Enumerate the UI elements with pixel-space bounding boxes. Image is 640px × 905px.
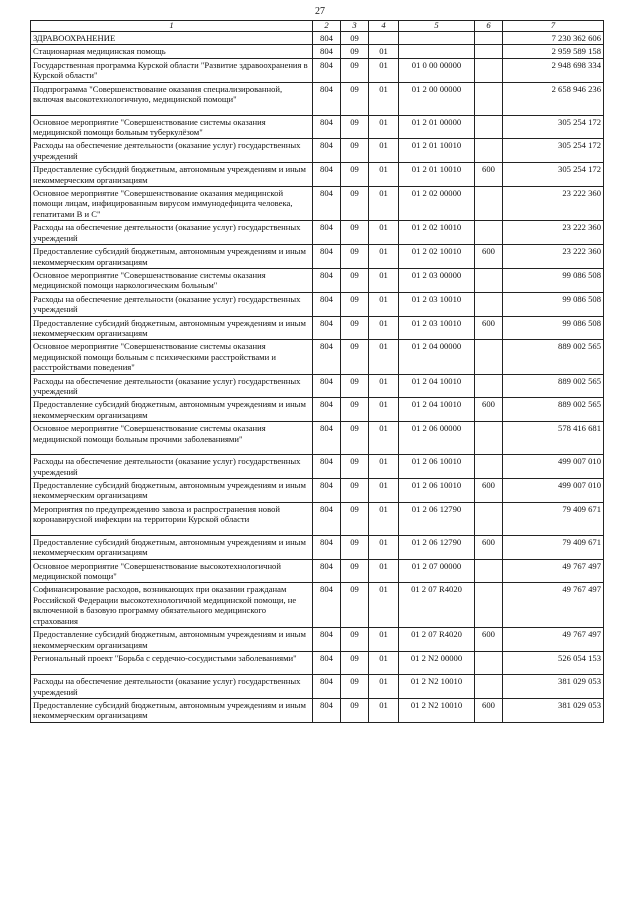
amount-cell: 2 948 698 334 xyxy=(503,58,604,82)
subsection-code-cell xyxy=(369,32,399,45)
subsection-code-cell: 01 xyxy=(369,187,399,221)
row-name-cell: Мероприятия по предупреждению завоза и распространения новой коронавирусной инфекции на территории Курской области xyxy=(31,502,313,535)
ministry-code-cell: 804 xyxy=(313,455,341,479)
expense-type-code-cell xyxy=(475,583,503,628)
ministry-code-cell: 804 xyxy=(313,82,341,115)
amount-cell: 381 029 053 xyxy=(503,675,604,699)
target-article-code-cell: 01 2 01 10010 xyxy=(399,139,475,163)
row-name-cell: Основное мероприятие "Совершенствование системы оказания медицинской помощи больным прочими заболеваниями" xyxy=(31,422,313,455)
amount-cell: 99 086 508 xyxy=(503,292,604,316)
amount-cell: 305 254 172 xyxy=(503,163,604,187)
table-row xyxy=(31,163,604,187)
expense-type-code-cell xyxy=(475,292,503,316)
target-article-code-cell xyxy=(399,32,475,45)
amount-cell: 99 086 508 xyxy=(503,316,604,340)
target-article-code-cell: 01 2 N2 00000 xyxy=(399,652,475,675)
section-code-cell: 09 xyxy=(341,139,369,163)
section-code-cell: 09 xyxy=(341,422,369,455)
target-article-code-cell: 01 2 06 10010 xyxy=(399,479,475,503)
ministry-code-cell: 804 xyxy=(313,45,341,58)
ministry-code-cell: 804 xyxy=(313,268,341,292)
section-code-cell: 09 xyxy=(341,502,369,535)
target-article-code-cell: 01 2 03 00000 xyxy=(399,268,475,292)
target-article-code-cell: 01 2 07 R4020 xyxy=(399,583,475,628)
expense-type-code-cell: 600 xyxy=(475,398,503,422)
target-article-code-cell: 01 2 06 12790 xyxy=(399,502,475,535)
section-code-cell: 09 xyxy=(341,652,369,675)
expense-type-code-cell: 600 xyxy=(475,535,503,559)
column-numbers-row xyxy=(31,21,604,32)
table-row xyxy=(31,245,604,269)
expense-type-code-cell: 600 xyxy=(475,628,503,652)
target-article-code-cell: 01 2 02 00000 xyxy=(399,187,475,221)
ministry-code-cell: 804 xyxy=(313,652,341,675)
column-header: 1 xyxy=(31,21,313,32)
subsection-code-cell: 01 xyxy=(369,82,399,115)
target-article-code-cell: 01 2 04 10010 xyxy=(399,398,475,422)
amount-cell: 381 029 053 xyxy=(503,699,604,723)
subsection-code-cell: 01 xyxy=(369,316,399,340)
row-name-cell: Предоставление субсидий бюджетным, автономным учреждениям и иным некоммерческим организациям xyxy=(31,479,313,503)
ministry-code-cell: 804 xyxy=(313,139,341,163)
ministry-code-cell: 804 xyxy=(313,628,341,652)
section-code-cell: 09 xyxy=(341,398,369,422)
target-article-code-cell: 01 2 04 00000 xyxy=(399,340,475,374)
row-name-cell: Стационарная медицинская помощь xyxy=(31,45,313,58)
subsection-code-cell: 01 xyxy=(369,398,399,422)
row-name-cell: Государственная программа Курской области "Развитие здравоохранения в Курской области" xyxy=(31,58,313,82)
subsection-code-cell: 01 xyxy=(369,163,399,187)
subsection-code-cell: 01 xyxy=(369,479,399,503)
row-name-cell: Расходы на обеспечение деятельности (оказание услуг) государственных учреждений xyxy=(31,374,313,398)
row-name-cell: Расходы на обеспечение деятельности (оказание услуг) государственных учреждений xyxy=(31,292,313,316)
expense-type-code-cell xyxy=(475,221,503,245)
table-row xyxy=(31,502,604,535)
table-body xyxy=(31,32,604,723)
row-name-cell: Расходы на обеспечение деятельности (оказание услуг) государственных учреждений xyxy=(31,139,313,163)
section-code-cell: 09 xyxy=(341,187,369,221)
subsection-code-cell: 01 xyxy=(369,455,399,479)
ministry-code-cell: 804 xyxy=(313,675,341,699)
section-code-cell: 09 xyxy=(341,163,369,187)
target-article-code-cell: 01 2 03 10010 xyxy=(399,316,475,340)
subsection-code-cell: 01 xyxy=(369,374,399,398)
row-name-cell: Основное мероприятие "Совершенствование системы оказания медицинской помощи больным с психическими расстройствами и расстройствами поведения" xyxy=(31,340,313,374)
table-header xyxy=(31,21,604,32)
page-number: 27 xyxy=(315,6,325,17)
amount-cell: 7 230 362 606 xyxy=(503,32,604,45)
subsection-code-cell: 01 xyxy=(369,583,399,628)
row-name-cell: ЗДРАВООХРАНЕНИЕ xyxy=(31,32,313,45)
target-article-code-cell: 01 2 02 10010 xyxy=(399,221,475,245)
table-row xyxy=(31,139,604,163)
subsection-code-cell: 01 xyxy=(369,58,399,82)
section-code-cell: 09 xyxy=(341,628,369,652)
row-name-cell: Основное мероприятие "Совершенствование системы оказания медицинской помощи больным туберкулёзом" xyxy=(31,115,313,139)
table-row xyxy=(31,292,604,316)
expense-type-code-cell xyxy=(475,559,503,583)
subsection-code-cell: 01 xyxy=(369,139,399,163)
ministry-code-cell: 804 xyxy=(313,422,341,455)
section-code-cell: 09 xyxy=(341,699,369,723)
amount-cell: 2 959 589 158 xyxy=(503,45,604,58)
table-row xyxy=(31,455,604,479)
expense-type-code-cell xyxy=(475,652,503,675)
column-header: 5 xyxy=(399,21,475,32)
ministry-code-cell: 804 xyxy=(313,374,341,398)
section-code-cell: 09 xyxy=(341,374,369,398)
expense-type-code-cell xyxy=(475,187,503,221)
ministry-code-cell: 804 xyxy=(313,699,341,723)
ministry-code-cell: 804 xyxy=(313,221,341,245)
ministry-code-cell: 804 xyxy=(313,163,341,187)
amount-cell: 499 007 010 xyxy=(503,479,604,503)
target-article-code-cell: 01 2 01 10010 xyxy=(399,163,475,187)
table-row xyxy=(31,187,604,221)
target-article-code-cell: 01 2 07 00000 xyxy=(399,559,475,583)
expense-type-code-cell xyxy=(475,82,503,115)
amount-cell: 79 409 671 xyxy=(503,535,604,559)
column-header: 4 xyxy=(369,21,399,32)
table-row xyxy=(31,82,604,115)
section-code-cell: 09 xyxy=(341,115,369,139)
amount-cell: 889 002 565 xyxy=(503,398,604,422)
target-article-code-cell: 01 2 01 00000 xyxy=(399,115,475,139)
amount-cell: 578 416 681 xyxy=(503,422,604,455)
ministry-code-cell: 804 xyxy=(313,502,341,535)
target-article-code-cell: 01 2 07 R4020 xyxy=(399,628,475,652)
amount-cell: 49 767 497 xyxy=(503,628,604,652)
amount-cell: 49 767 497 xyxy=(503,583,604,628)
column-header: 2 xyxy=(313,21,341,32)
target-article-code-cell: 01 2 03 10010 xyxy=(399,292,475,316)
table-row xyxy=(31,559,604,583)
subsection-code-cell: 01 xyxy=(369,699,399,723)
row-name-cell: Основное мероприятие "Совершенствование оказания медицинской помощи лицам, инфицированным вирусом иммунодефицита человека, гепатитами В и С" xyxy=(31,187,313,221)
expense-type-code-cell: 600 xyxy=(475,699,503,723)
table-row xyxy=(31,535,604,559)
row-name-cell: Основное мероприятие "Совершенствование высокотехнологичной медицинской помощи" xyxy=(31,559,313,583)
subsection-code-cell: 01 xyxy=(369,221,399,245)
expense-type-code-cell xyxy=(475,139,503,163)
amount-cell: 499 007 010 xyxy=(503,455,604,479)
row-name-cell: Предоставление субсидий бюджетным, автономным учреждениям и иным некоммерческим организациям xyxy=(31,535,313,559)
section-code-cell: 09 xyxy=(341,479,369,503)
subsection-code-cell: 01 xyxy=(369,268,399,292)
section-code-cell: 09 xyxy=(341,82,369,115)
amount-cell: 526 054 153 xyxy=(503,652,604,675)
expense-type-code-cell xyxy=(475,115,503,139)
expense-type-code-cell xyxy=(475,422,503,455)
subsection-code-cell: 01 xyxy=(369,502,399,535)
target-article-code-cell: 01 2 02 10010 xyxy=(399,245,475,269)
expense-type-code-cell xyxy=(475,455,503,479)
row-name-cell: Региональный проект "Борьба с сердечно-сосудистыми заболеваниями" xyxy=(31,652,313,675)
row-name-cell: Предоставление субсидий бюджетным, автономным учреждениям и иным некоммерческим организациям xyxy=(31,245,313,269)
section-code-cell: 09 xyxy=(341,45,369,58)
target-article-code-cell xyxy=(399,45,475,58)
table-row xyxy=(31,422,604,455)
section-code-cell: 09 xyxy=(341,675,369,699)
expense-type-code-cell xyxy=(475,675,503,699)
target-article-code-cell: 01 0 00 00000 xyxy=(399,58,475,82)
expense-type-code-cell: 600 xyxy=(475,163,503,187)
ministry-code-cell: 804 xyxy=(313,583,341,628)
row-name-cell: Предоставление субсидий бюджетным, автономным учреждениям и иным некоммерческим организациям xyxy=(31,628,313,652)
amount-cell: 99 086 508 xyxy=(503,268,604,292)
expense-type-code-cell xyxy=(475,340,503,374)
subsection-code-cell: 01 xyxy=(369,675,399,699)
expense-type-code-cell xyxy=(475,32,503,45)
table-row xyxy=(31,479,604,503)
ministry-code-cell: 804 xyxy=(313,58,341,82)
amount-cell: 23 222 360 xyxy=(503,221,604,245)
table-row xyxy=(31,583,604,628)
section-code-cell: 09 xyxy=(341,221,369,245)
section-code-cell: 09 xyxy=(341,32,369,45)
row-name-cell: Предоставление субсидий бюджетным, автономным учреждениям и иным некоммерческим организациям xyxy=(31,316,313,340)
target-article-code-cell: 01 2 N2 10010 xyxy=(399,675,475,699)
target-article-code-cell: 01 2 06 00000 xyxy=(399,422,475,455)
row-name-cell: Основное мероприятие "Совершенствование системы оказания медицинской помощи наркологическим больным" xyxy=(31,268,313,292)
amount-cell: 23 222 360 xyxy=(503,187,604,221)
subsection-code-cell: 01 xyxy=(369,115,399,139)
expense-type-code-cell xyxy=(475,502,503,535)
ministry-code-cell: 804 xyxy=(313,559,341,583)
subsection-code-cell: 01 xyxy=(369,245,399,269)
table-row xyxy=(31,32,604,45)
subsection-code-cell: 01 xyxy=(369,652,399,675)
table-row xyxy=(31,115,604,139)
section-code-cell: 09 xyxy=(341,340,369,374)
table-row xyxy=(31,398,604,422)
subsection-code-cell: 01 xyxy=(369,340,399,374)
section-code-cell: 09 xyxy=(341,245,369,269)
amount-cell: 305 254 172 xyxy=(503,115,604,139)
row-name-cell: Предоставление субсидий бюджетным, автономным учреждениям и иным некоммерческим организациям xyxy=(31,699,313,723)
amount-cell: 23 222 360 xyxy=(503,245,604,269)
ministry-code-cell: 804 xyxy=(313,398,341,422)
section-code-cell: 09 xyxy=(341,58,369,82)
table-row xyxy=(31,652,604,675)
column-header: 3 xyxy=(341,21,369,32)
section-code-cell: 09 xyxy=(341,455,369,479)
ministry-code-cell: 804 xyxy=(313,245,341,269)
expense-type-code-cell xyxy=(475,268,503,292)
section-code-cell: 09 xyxy=(341,559,369,583)
expense-type-code-cell: 600 xyxy=(475,316,503,340)
subsection-code-cell: 01 xyxy=(369,535,399,559)
subsection-code-cell: 01 xyxy=(369,559,399,583)
target-article-code-cell: 01 2 N2 10010 xyxy=(399,699,475,723)
ministry-code-cell: 804 xyxy=(313,479,341,503)
ministry-code-cell: 804 xyxy=(313,187,341,221)
row-name-cell: Расходы на обеспечение деятельности (оказание услуг) государственных учреждений xyxy=(31,675,313,699)
table-row xyxy=(31,699,604,723)
amount-cell: 79 409 671 xyxy=(503,502,604,535)
budget-table xyxy=(30,20,604,723)
table-row xyxy=(31,316,604,340)
ministry-code-cell: 804 xyxy=(313,32,341,45)
expense-type-code-cell: 600 xyxy=(475,245,503,269)
target-article-code-cell: 01 2 04 10010 xyxy=(399,374,475,398)
expense-type-code-cell xyxy=(475,45,503,58)
row-name-cell: Предоставление субсидий бюджетным, автономным учреждениям и иным некоммерческим организациям xyxy=(31,163,313,187)
subsection-code-cell: 01 xyxy=(369,45,399,58)
table-row xyxy=(31,221,604,245)
row-name-cell: Подпрограмма "Совершенствование оказания специализированной, включая высокотехнологичную, медицинской помощи" xyxy=(31,82,313,115)
expense-type-code-cell xyxy=(475,58,503,82)
table-row xyxy=(31,374,604,398)
section-code-cell: 09 xyxy=(341,292,369,316)
amount-cell: 889 002 565 xyxy=(503,374,604,398)
ministry-code-cell: 804 xyxy=(313,535,341,559)
ministry-code-cell: 804 xyxy=(313,316,341,340)
amount-cell: 305 254 172 xyxy=(503,139,604,163)
section-code-cell: 09 xyxy=(341,316,369,340)
expense-type-code-cell: 600 xyxy=(475,479,503,503)
subsection-code-cell: 01 xyxy=(369,422,399,455)
target-article-code-cell: 01 2 00 00000 xyxy=(399,82,475,115)
table-row xyxy=(31,45,604,58)
section-code-cell: 09 xyxy=(341,535,369,559)
table-row xyxy=(31,628,604,652)
section-code-cell: 09 xyxy=(341,268,369,292)
table-row xyxy=(31,58,604,82)
column-header: 7 xyxy=(503,21,604,32)
amount-cell: 889 002 565 xyxy=(503,340,604,374)
subsection-code-cell: 01 xyxy=(369,292,399,316)
table-row xyxy=(31,675,604,699)
row-name-cell: Софинансирование расходов, возникающих при оказании гражданам Российской Федерации высокотехнологичной медицинской помощи, не включенной в базовую программу обязательного медицинского страхования xyxy=(31,583,313,628)
row-name-cell: Расходы на обеспечение деятельности (оказание услуг) государственных учреждений xyxy=(31,221,313,245)
row-name-cell: Предоставление субсидий бюджетным, автономным учреждениям и иным некоммерческим организациям xyxy=(31,398,313,422)
ministry-code-cell: 804 xyxy=(313,115,341,139)
expense-type-code-cell xyxy=(475,374,503,398)
section-code-cell: 09 xyxy=(341,583,369,628)
ministry-code-cell: 804 xyxy=(313,292,341,316)
amount-cell: 49 767 497 xyxy=(503,559,604,583)
table-row xyxy=(31,340,604,374)
target-article-code-cell: 01 2 06 10010 xyxy=(399,455,475,479)
subsection-code-cell: 01 xyxy=(369,628,399,652)
row-name-cell: Расходы на обеспечение деятельности (оказание услуг) государственных учреждений xyxy=(31,455,313,479)
table-row xyxy=(31,268,604,292)
column-header: 6 xyxy=(475,21,503,32)
amount-cell: 2 658 946 236 xyxy=(503,82,604,115)
ministry-code-cell: 804 xyxy=(313,340,341,374)
target-article-code-cell: 01 2 06 12790 xyxy=(399,535,475,559)
